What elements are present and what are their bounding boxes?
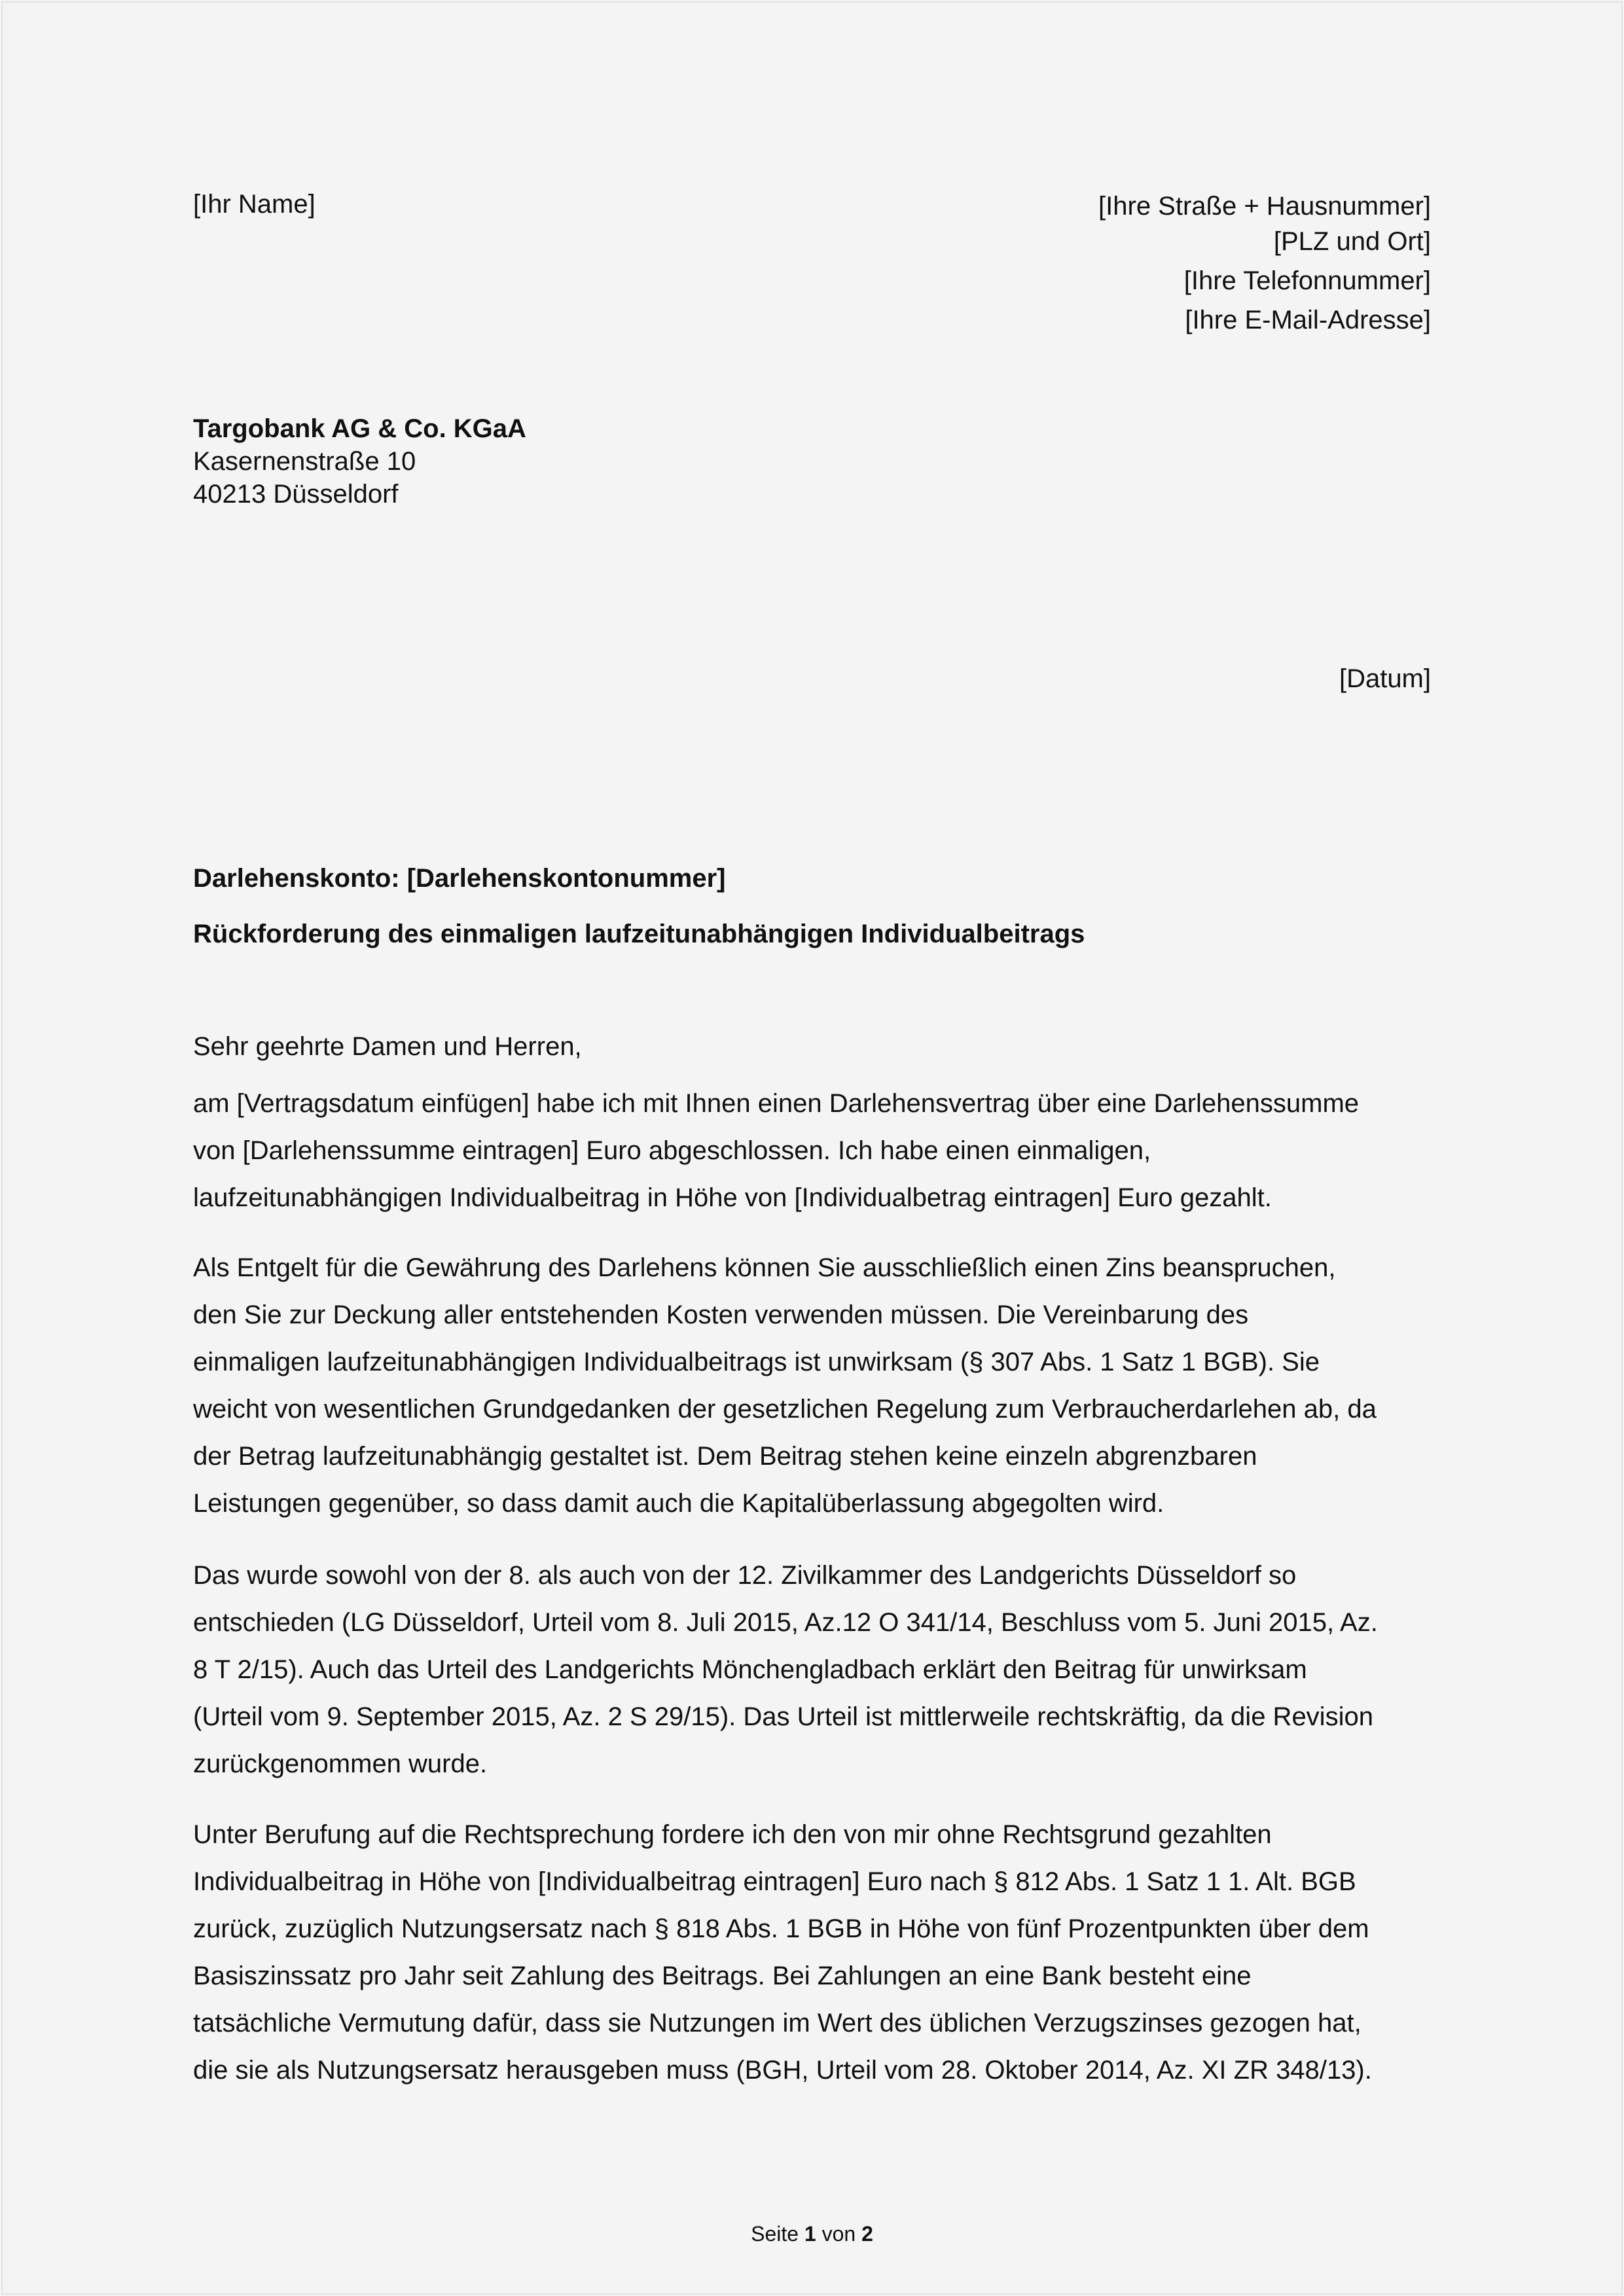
recipient-company: Targobank AG & Co. KGaA <box>193 414 526 443</box>
subject-title: Rückforderung des einmaligen laufzeitunabhängigen Individualbeitrags <box>193 920 1085 948</box>
paragraph-line: einmaligen laufzeitunabhängigen Individualbeitrags ist unwirksam (§ 307 Abs. 1 Satz 1 BGB). Sie <box>193 1348 1320 1376</box>
paragraph-line: am [Vertragsdatum einfügen] habe ich mit Ihnen einen Darlehensvertrag über eine Darlehenssumme <box>193 1089 1360 1118</box>
paragraph-line: 8 T 2/15). Auch das Urteil des Landgerichts Mönchengladbach erklärt den Beitrag für unwirksam <box>193 1655 1307 1684</box>
paragraph-line: entschieden (LG Düsseldorf, Urteil vom 8. Juli 2015, Az.12 O 341/14, Beschluss vom 5. Juni 2015, Az. <box>193 1608 1378 1637</box>
paragraph-line: zurückgenommen wurde. <box>193 1749 488 1778</box>
salutation: Sehr geehrte Damen und Herren, <box>193 1032 582 1061</box>
paragraph-line: tatsächliche Vermutung dafür, dass sie Nutzungen im Wert des üblichen Verzugszinses gezogen hat, <box>193 2009 1362 2037</box>
paragraph-line: von [Darlehenssumme eintragen] Euro abgeschlossen. Ich habe einen einmaligen, <box>193 1136 1151 1165</box>
paragraph-line: die sie als Nutzungsersatz herausgeben muss (BGH, Urteil vom 28. Oktober 2014, Az. XI ZR 348/13). <box>193 2056 1372 2085</box>
paragraph-line: Individualbeitrag in Höhe von [Individualbeitrag eintragen] Euro nach § 812 Abs. 1 Satz 1 1. Alt. BGB <box>193 1867 1356 1896</box>
paragraph-3 <box>193 1552 1378 1787</box>
sender-address-block <box>1098 190 1431 339</box>
paragraph-2 <box>193 1244 1377 1527</box>
subject-account: Darlehenskonto: [Darlehenskontonummer] <box>193 864 726 893</box>
paragraph-line: Basiszinssatz pro Jahr seit Zahlung des Beitrags. Bei Zahlungen an eine Bank besteht eine <box>193 1962 1252 1990</box>
sender-phone: [Ihre Telefonnummer] <box>1183 266 1431 295</box>
footer-current-page: 1 <box>804 2222 816 2246</box>
letter-date: [Datum] <box>1339 664 1431 693</box>
paragraph-line: den Sie zur Deckung aller entstehenden Kosten verwenden müssen. Die Vereinbarung des <box>193 1300 1249 1329</box>
recipient-city: 40213 Düsseldorf <box>193 480 399 509</box>
sender-street: [Ihre Straße + Hausnummer] <box>1098 192 1431 221</box>
paragraph-line: Das wurde sowohl von der 8. als auch von der 12. Zivilkammer des Landgerichts Düsseldorf so <box>193 1561 1297 1590</box>
footer-total-pages: 2 <box>861 2222 873 2246</box>
paragraph-line: Unter Berufung auf die Rechtsprechung fordere ich den von mir ohne Rechtsgrund gezahlten <box>193 1820 1272 1849</box>
sender-city: [PLZ und Ort] <box>1273 227 1431 256</box>
footer-middle: von <box>821 2222 856 2246</box>
sender-email: [Ihre E-Mail-Adresse] <box>1185 306 1431 334</box>
recipient-address-block <box>193 412 526 511</box>
paragraph-line: zurück, zuzüglich Nutzungsersatz nach § 818 Abs. 1 BGB in Höhe von fünf Prozentpunkten über dem <box>193 1914 1369 1943</box>
paragraph-line: weicht von wesentlichen Grundgedanken der gesetzlichen Regelung zum Verbraucherdarlehen ab, da <box>193 1395 1377 1424</box>
paragraph-line: (Urteil vom 9. September 2015, Az. 2 S 29/15). Das Urteil ist mittlerweile rechtskräftig, da die Revision <box>193 1702 1373 1731</box>
paragraph-1 <box>193 1080 1359 1221</box>
paragraph-line: laufzeitunabhängigen Individualbeitrag in Höhe von [Individualbetrag eintragen] Euro gezahlt. <box>193 1183 1272 1212</box>
sender-name: [Ihr Name] <box>193 190 316 219</box>
paragraph-line: Als Entgelt für die Gewährung des Darlehens können Sie ausschließlich einen Zins beanspruchen, <box>193 1253 1336 1282</box>
footer-prefix: Seite <box>751 2222 799 2246</box>
recipient-street: Kasernenstraße 10 <box>193 447 416 476</box>
paragraph-line: Leistungen gegenüber, so dass damit auch die Kapitalüberlassung abgegolten wird. <box>193 1489 1164 1518</box>
paragraph-4 <box>193 1811 1372 2094</box>
page-number-footer <box>0 2222 1624 2246</box>
paragraph-line: der Betrag laufzeitunabhängig gestaltet ist. Dem Beitrag stehen keine einzeln abgrenzbaren <box>193 1442 1257 1471</box>
